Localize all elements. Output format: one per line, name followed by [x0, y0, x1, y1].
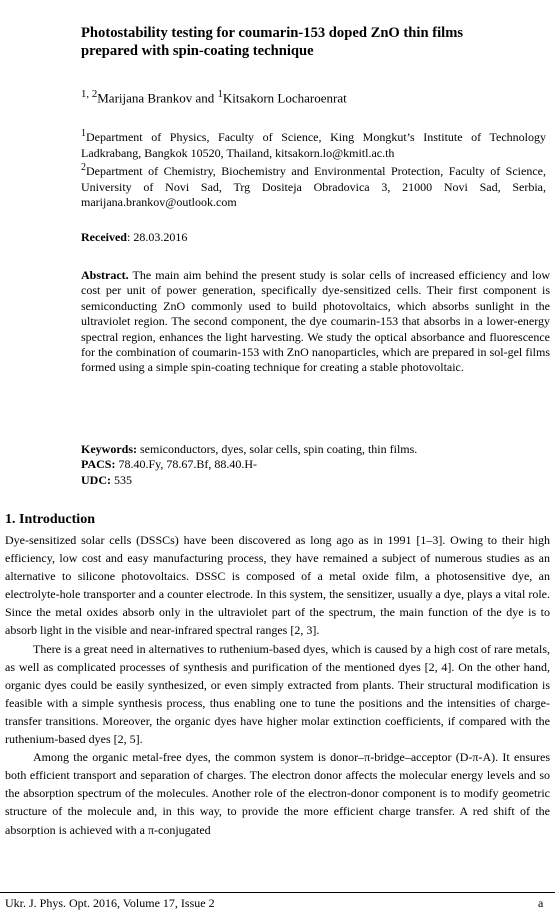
udc-label: UDC:	[81, 472, 111, 487]
received-value: : 28.03.2016	[126, 230, 188, 244]
udc-line	[81, 473, 501, 489]
pacs-label: PACS:	[81, 457, 116, 471]
pacs-line	[81, 457, 501, 473]
author-line	[81, 85, 501, 107]
introduction-paragraph-2: There is a great need in alternatives to ruthenium-based dyes, which is caused by a high cost of rare metals, as well as complicated processes of synthesis and purification of the mentioned dyes [2, 4]. On the other hand, organic dyes could be easily synthesized, or even simply extracted from plants. Their structural modification is feasible with a simple synthesis process, thus enabling one to tune the positions and the intensities of charge-transfer transitions. Moreover, the organic dyes have higher molar extinction coefficients, if compared with the ruthenium-based dyes [2, 5].	[5, 641, 550, 747]
author-1-superscript: 1, 2	[81, 88, 98, 100]
classification-codes	[81, 457, 501, 488]
author-1-name: Marijana Brankov	[97, 90, 193, 106]
abstract	[81, 268, 550, 376]
udc-value: 535	[111, 472, 132, 487]
affiliation-1	[81, 126, 546, 161]
affiliation-1-text: Department of Physics, Faculty of Science, King Mongkut’s Institute of Technology Ladkrabang, Bangkok 10520, Thailand, kitsakorn.lo@kmitl.ac.th	[81, 130, 546, 160]
keywords-text: semiconductors, dyes, solar cells, spin coating, thin films.	[137, 442, 418, 456]
received-label: Received	[81, 230, 127, 244]
footer-journal-citation: Ukr. J. Phys. Opt. 2016, Volume 17, Issue 2	[5, 896, 215, 910]
pacs-value: 78.40.Fy, 78.67.Bf, 88.40.H-	[115, 457, 258, 471]
introduction-paragraph-3: Among the organic metal-free dyes, the common system is donor–π-bridge–acceptor (D-π-A). It ensures both efficient transport and separation of charges. The electron donor affects the molecular energy levels and so the absorption spectrum of the molecules. Another role of the electron-donor component is to modify geometric structure of the molecule and, in this way, to provide the more efficient charge transfer. A red shift of the absorption is achieved with a π-conjugated	[5, 750, 550, 837]
affiliation-2	[81, 160, 546, 211]
footer-divider	[0, 892, 555, 893]
abstract-text: The main aim behind the present study is solar cells of increased efficiency and low cost per unit of power generation, specifically dye-sensitized cells. Their first component is semiconducting ZnO commonly used to build photovoltaics, which absorbs sunlight in the ultraviolet region. The second component, the dye coumarin-153 that absorbs in a lower-energy spectral region, enhances the light harvesting. We study the optical absorbance and fluorescence for the combination of coumarin-153 with ZnO nanoparticles, which are prepared in sol-gel films formed using a simple spin-coating technique for creating a stable photovoltaic.	[81, 268, 550, 375]
keywords-label: Keywords:	[81, 442, 137, 456]
received-date	[81, 229, 501, 245]
introduction-body	[5, 531, 550, 839]
author-2-superscript: 1	[217, 88, 223, 100]
affiliation-2-superscript: 2	[81, 162, 86, 173]
author-connector: and	[192, 90, 218, 106]
introduction-paragraph-1: Dye-sensitized solar cells (DSSCs) have been discovered as long ago as in 1991 [1–3]. Owing to their high efficiency, low cost and easy manufacturing process, they have remained a subject of numerous studies as an alternative to silicone photovoltaics. DSSC is composed of a metal oxide film, a photosensitive dye, an electrolyte-hole transporter and a counter electrode. In this system, the sensitizer, usually a dye, plays a vital role. Since the metal oxides absorb only in the ultraviolet part of the spectrum, the main function of the dye is to absorb light in the visible and near-infrared spectral ranges [2, 3].	[5, 533, 550, 638]
section-heading-introduction: 1. Introduction	[5, 512, 95, 527]
paper-title: Photostability testing for coumarin-153 doped ZnO thin films prepared with spin-coating technique	[81, 25, 464, 59]
author-2-name: Kitsakorn Locharoenrat	[222, 90, 347, 106]
abstract-label: Abstract.	[81, 268, 129, 282]
affiliation-2-text: Department of Chemistry, Biochemistry and Environmental Protection, Faculty of Science, University of Novi Sad, Trg Dositeja Obradovica 3, 21000 Novi Sad, Serbia, marijana.brankov@outlook.com	[81, 164, 546, 209]
keywords	[81, 441, 550, 457]
affiliation-1-superscript: 1	[81, 128, 86, 139]
footer-page-number: a	[538, 896, 544, 910]
